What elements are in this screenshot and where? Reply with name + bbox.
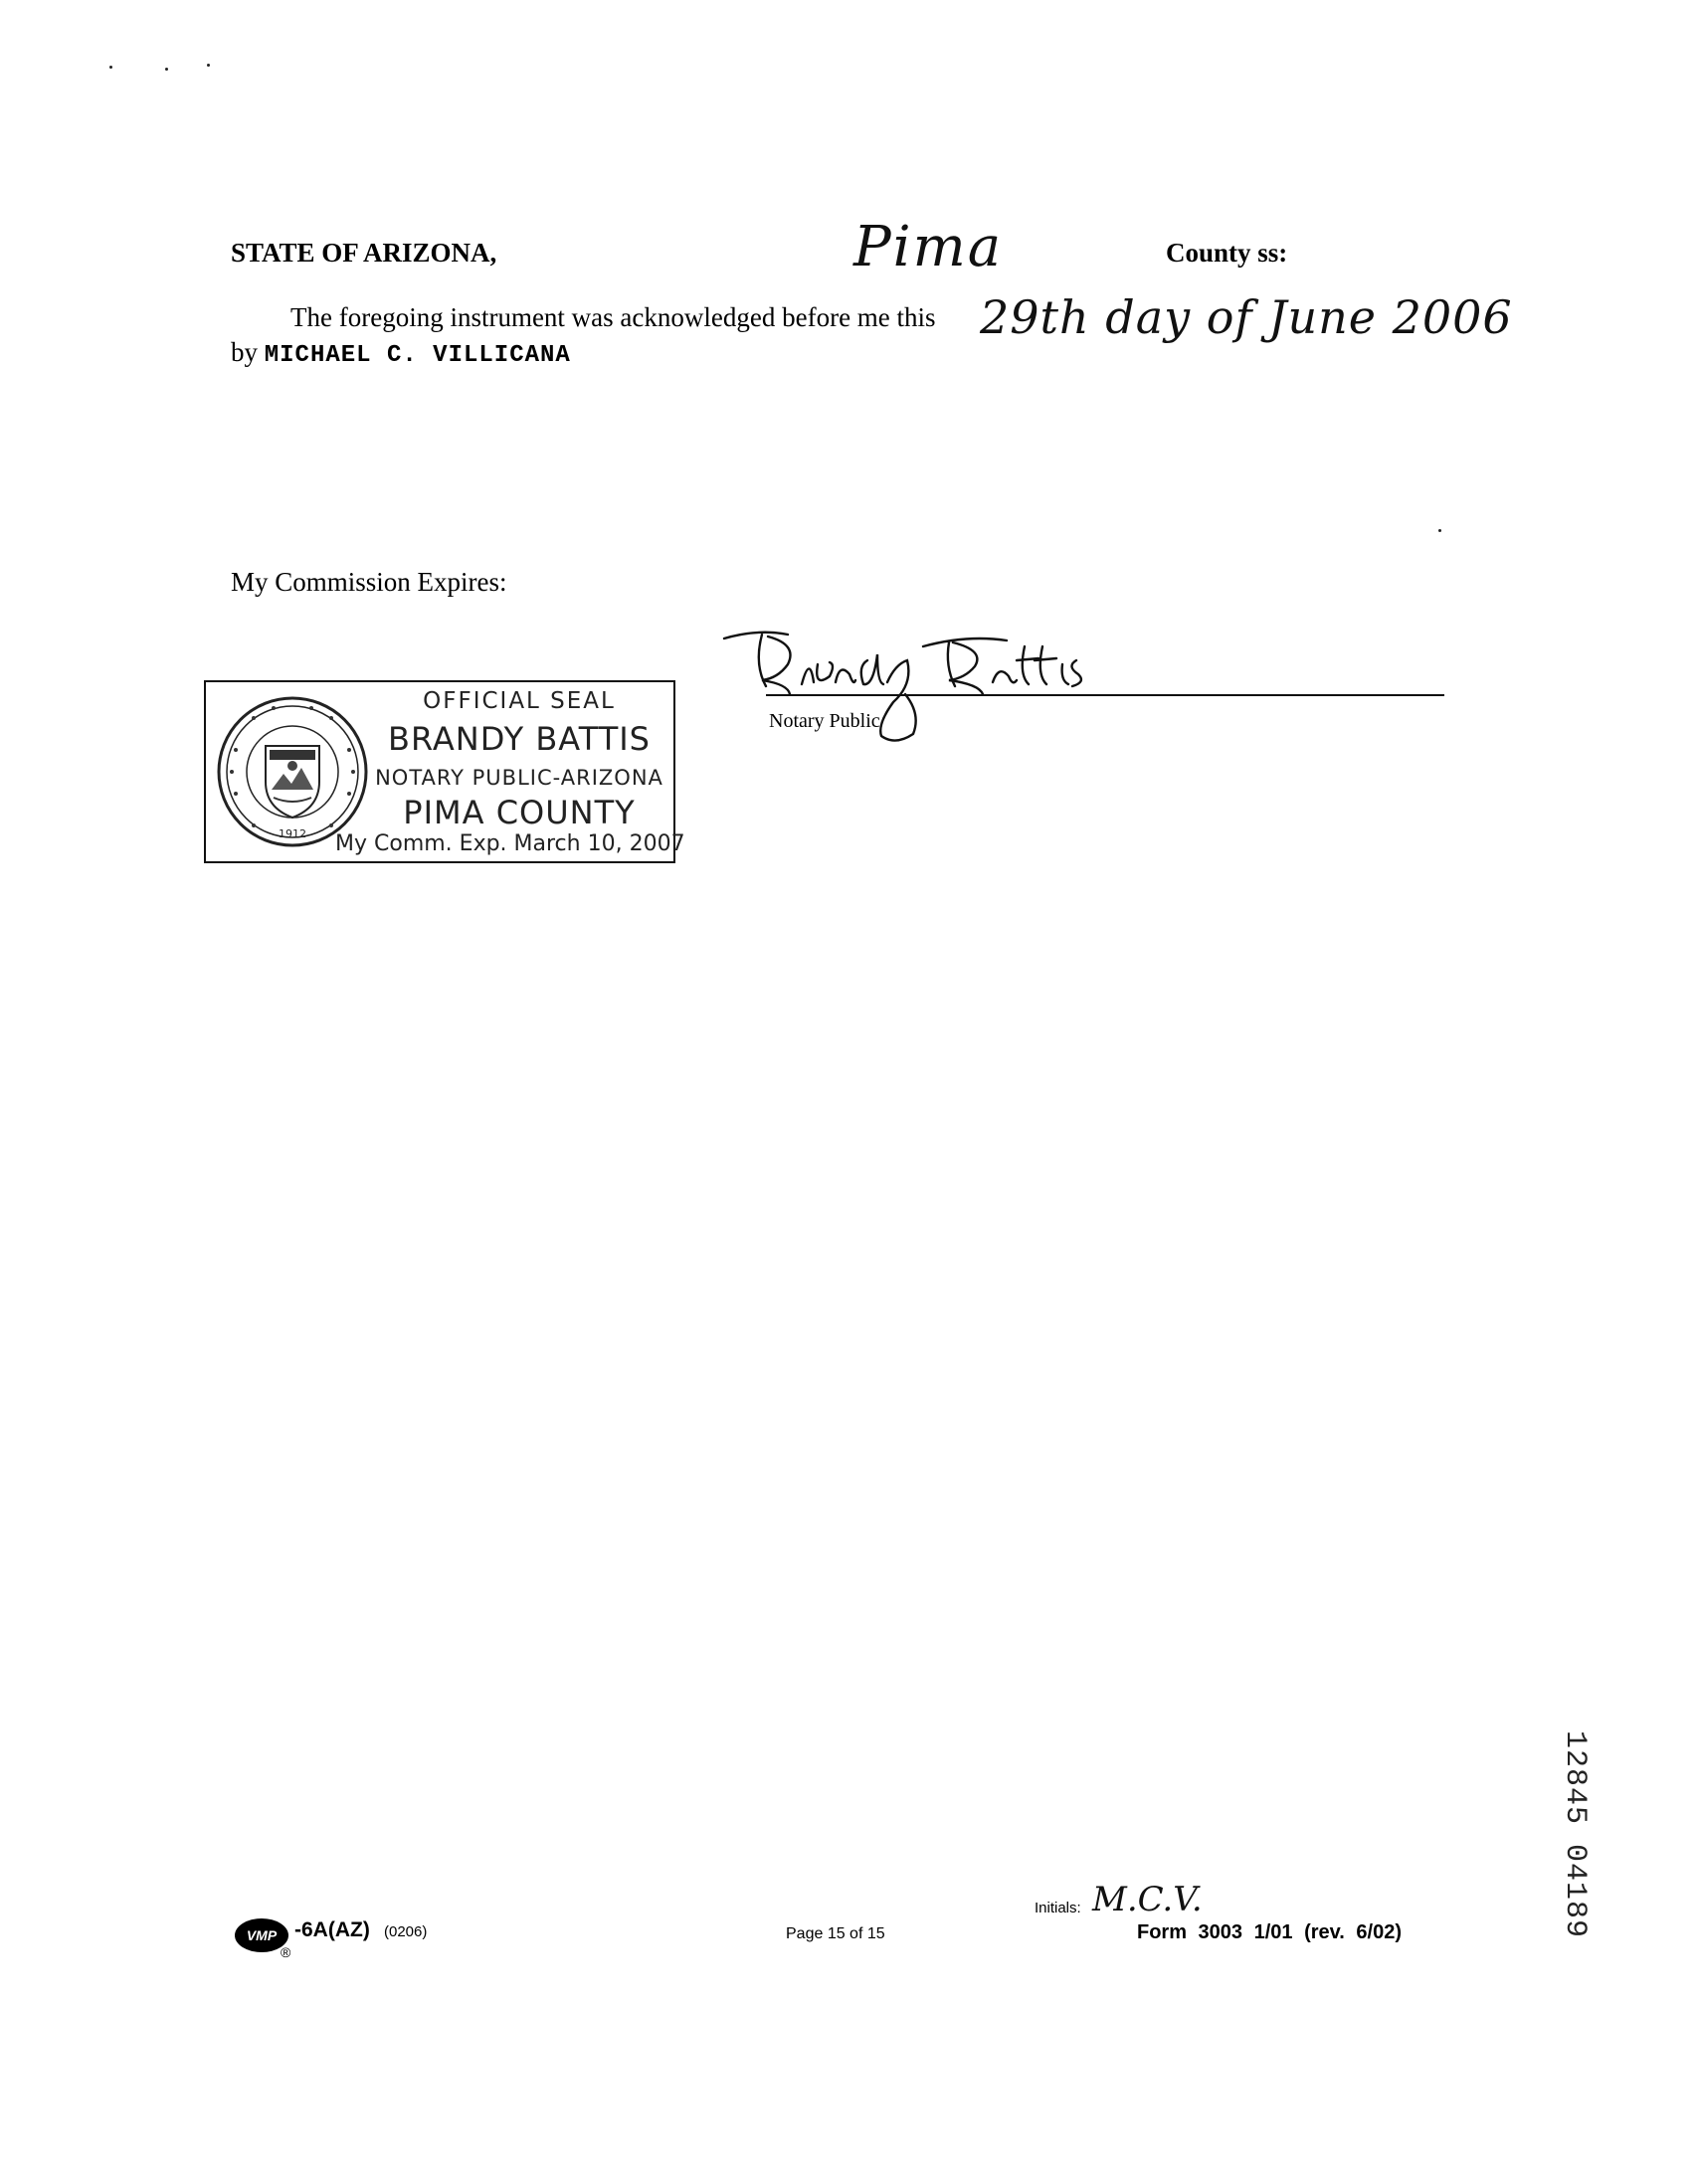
- seal-county: PIMA COUNTY: [403, 794, 636, 831]
- form-code: -6A(AZ): [294, 1918, 370, 1941]
- state-label: STATE OF ARIZONA,: [231, 238, 497, 268]
- form-code-date: (0206): [384, 1923, 428, 1940]
- signature-signer: Brandy Battis: [718, 625, 724, 626]
- seal-title: OFFICIAL SEAL: [423, 688, 616, 714]
- initials-handwritten: M.C.V.: [1092, 1880, 1203, 1919]
- scan-mark: [1438, 529, 1441, 532]
- page-number: Page 15 of 15: [786, 1925, 885, 1942]
- acknowledgment-date-handwritten: 29th day of June 2006: [980, 290, 1513, 344]
- registered-mark: ®: [281, 1944, 291, 1960]
- seal-notary-name: BRANDY BATTIS: [388, 720, 651, 758]
- acknowledgment-text: The foregoing instrument was acknowledged before me this: [290, 302, 936, 332]
- initials-label: Initials:: [1035, 1900, 1081, 1916]
- notary-public-label: Notary Public: [769, 710, 880, 732]
- by-prefix: by: [231, 337, 258, 367]
- notary-seal: [204, 680, 685, 863]
- scan-mark: [165, 68, 168, 71]
- scan-mark: [109, 66, 112, 69]
- notary-signature: [718, 625, 1176, 754]
- county-handwritten-entry: Pima: [853, 215, 1004, 279]
- scan-mark: [207, 64, 210, 67]
- seal-expiration: My Comm. Exp. March 10, 2007: [335, 831, 685, 856]
- seal-notary-role: NOTARY PUBLIC-ARIZONA: [375, 766, 663, 790]
- commission-expires-label: My Commission Expires:: [231, 567, 507, 597]
- recording-number: 12845 04189: [1558, 1730, 1592, 1939]
- arizona-state-seal-icon: [214, 690, 371, 853]
- signature-line: [766, 694, 1444, 696]
- vmp-logo: VMP: [235, 1918, 288, 1952]
- county-ss-label: County ss:: [1166, 238, 1288, 268]
- form-number: Form 3003 1/01 (rev. 6/02): [1137, 1921, 1402, 1943]
- signer-name: MICHAEL C. VILLICANA: [264, 342, 571, 369]
- acknowledged-by-line: [231, 337, 571, 369]
- seal-year: 1912: [279, 827, 306, 840]
